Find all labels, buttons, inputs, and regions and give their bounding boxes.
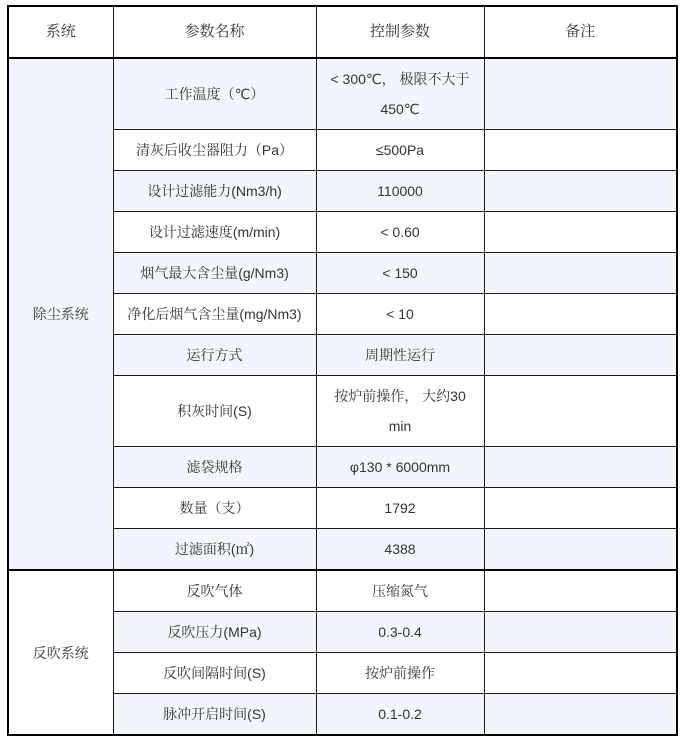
note-cell [484,447,677,488]
note-cell [484,212,677,253]
param-name-cell: 净化后烟气含尘量(mg/Nm3) [113,294,316,335]
note-cell [484,488,677,529]
note-cell [484,529,677,571]
control-value-cell: < 300℃， 极限不大于450℃ [316,58,484,130]
param-name-cell: 清灰后收尘器阻力（Pa） [113,130,316,171]
page [0,5,683,742]
note-cell [484,294,677,335]
note-cell [484,335,677,376]
note-cell [484,653,677,694]
param-name-cell: 反吹气体 [113,570,316,612]
note-cell [484,130,677,171]
control-value-cell: 0.1-0.2 [316,694,484,736]
control-value-cell: 按炉前操作 [316,653,484,694]
param-name-cell: 脉冲开启时间(S) [113,694,316,736]
control-value-cell: ≤500Pa [316,130,484,171]
control-value-cell: < 150 [316,253,484,294]
param-name-cell: 积灰时间(S) [113,376,316,447]
control-value-cell: 压缩氮气 [316,570,484,612]
param-name-cell: 滤袋规格 [113,447,316,488]
param-name-cell: 运行方式 [113,335,316,376]
note-cell [484,171,677,212]
col-header-param-name: 参数名称 [113,6,316,58]
note-cell [484,570,677,612]
control-value-cell: 4388 [316,529,484,571]
note-cell [484,253,677,294]
param-name-cell: 工作温度（℃） [113,58,316,130]
note-cell [484,612,677,653]
table-row [8,570,677,612]
system-cell-blowback: 反吹系统 [8,570,113,735]
param-name-cell: 过滤面积(㎡) [113,529,316,571]
control-value-cell: 0.3-0.4 [316,612,484,653]
param-name-cell: 数量（支） [113,488,316,529]
spec-table [7,5,678,736]
control-value-cell: 110000 [316,171,484,212]
note-cell [484,376,677,447]
col-header-note: 备注 [484,6,677,58]
system-cell-dust-removal: 除尘系统 [8,58,113,570]
note-cell [484,58,677,130]
control-value-cell: φ130 * 6000mm [316,447,484,488]
control-value-cell: < 0.60 [316,212,484,253]
param-name-cell: 烟气最大含尘量(g/Nm3) [113,253,316,294]
control-value-cell: 按炉前操作， 大约30 min [316,376,484,447]
note-cell [484,694,677,736]
col-header-system: 系统 [8,6,113,58]
table-row [8,58,677,130]
param-name-cell: 反吹压力(MPa) [113,612,316,653]
control-value-cell: 周期性运行 [316,335,484,376]
col-header-control-param: 控制参数 [316,6,484,58]
param-name-cell: 设计过滤速度(m/min) [113,212,316,253]
control-value-cell: 1792 [316,488,484,529]
param-name-cell: 设计过滤能力(Nm3/h) [113,171,316,212]
param-name-cell: 反吹间隔时间(S) [113,653,316,694]
header-row [8,6,677,58]
control-value-cell: < 10 [316,294,484,335]
